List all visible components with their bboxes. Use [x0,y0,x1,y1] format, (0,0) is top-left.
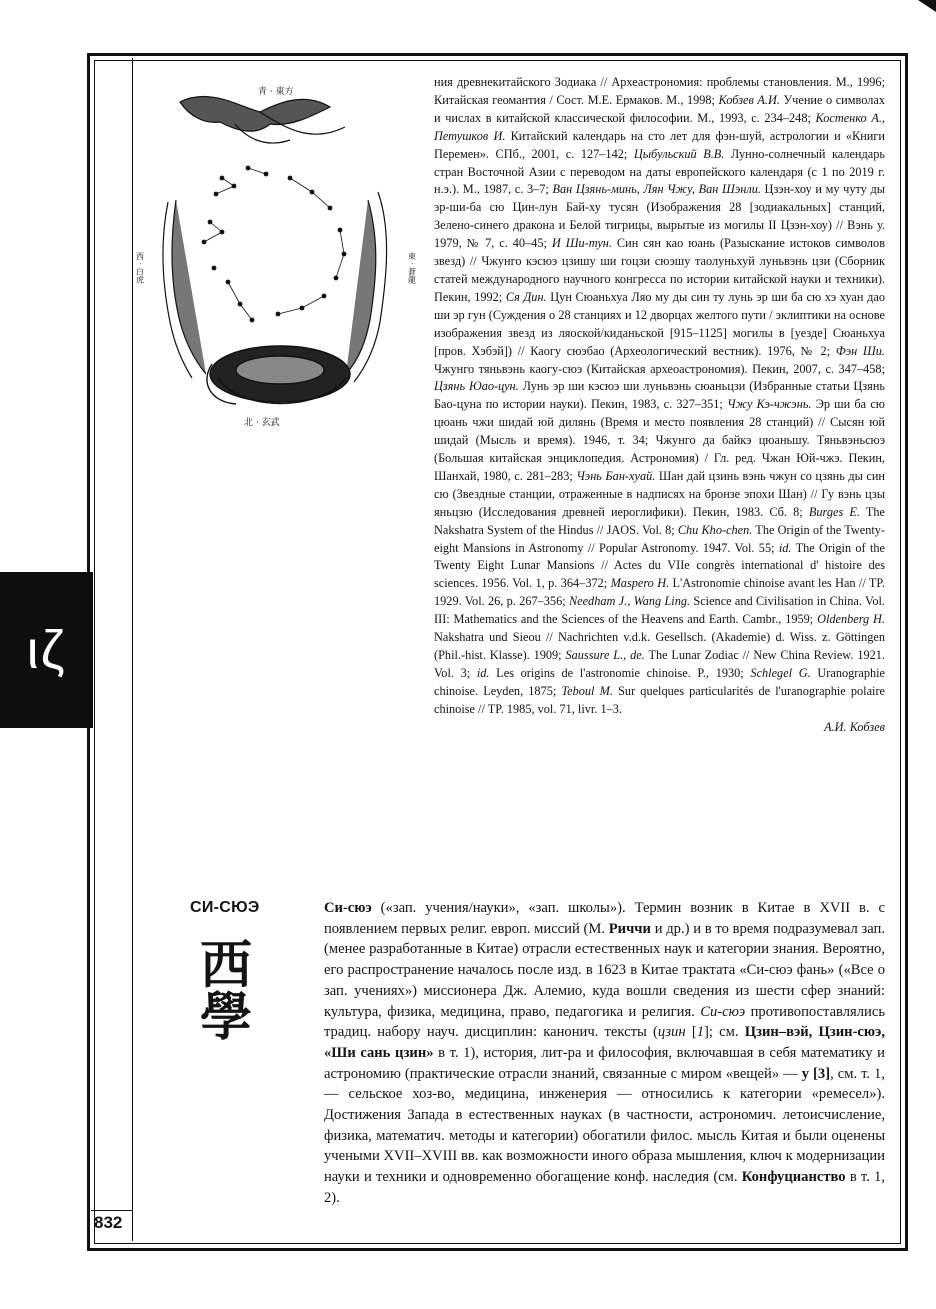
dragon-figure [346,192,387,382]
illustration-caption-bottom: 北 · 玄武 [244,418,280,428]
entry-headword: СИ-СЮЭ [190,899,260,916]
entry-hanzi-2: 學 [199,988,252,1048]
tiger-figure [163,200,206,378]
constellation-illustration [135,82,420,442]
illustration-caption-left: 西 · 白虎 [135,252,145,284]
entry-hanzi-1: 西 [199,936,252,996]
bibliography-continuation: ния древнекитайского Зодиака // Археастрономия: проблемы становления. М., 1996; Китайская геомантия / Сост. М.Е. Ермаков. М., 1998; Кобзев А.И. Учение о символах и числах в китайской классической философии. М., 1993, с. 234–248; Костенко А., Петушков И. Китайский календарь на сто лет для фэн-шуй, астрологии и «Книги Перемен». СПб., 2001, с. 127–142; Цыбульский В.В. Лунно-солнечный календарь стран Восточной Азии с переводом на даты европейского календаря (с 1 по 2019 г. н.э.). М., 1987, с. 3–7; Ван Цзянь-минь, Лян Чжу, Ван Шэнли. Цзэн-хоу и му чуту ды эр-ши-ба сю Цин-лун Бай-ху тусян (Изображения 28 [зодиакальных] станций, Зелено-синего дракона и Белой тигрицы, вырытые из могилы II Цзэн-хоу) // Вэнь у. 1979, № 7, с. 40–45; И Ши-тун. Син сян као юань (Разыскание истоков символов звезд) // Чжунго кэсюэ цзишу ши гоцзи сюэшу таолуньхуй луньвэнь цзи (Сборник статей международного научного конгресса по истории китайской науки и техники). Пекин, 1992; Ся Дин. Цун Сюаньхуа Ляо му ды син ту лунь эр ши ба сю хэ хуан дао ши эр гун (Суждения о 28 станциях и 12 дворцах желтого пути / эклиптики на основе изображения звезд из ляоской/киданьской [915–1125] могилы в [уезде] Сюаньхуа [пров. Хэбэй]) // Каогу сюэбао (Археологический вестник). 1976, № 2; Фэн Ши. Чжунго тяньвэнь каогу-сюэ (Китайская археоастрономия). Пекин, 2007, с. 347–458; Цзянь Юао-цун. Лунь эр ши кэсюэ ши луньвэнь сюаньцзи (Избранные статьи Цзянь Бао-цуна по истории науки). Пекин, 1983, с. 327–351; Чжу Кэ-чжэнь. Эр ши ба сю цюань чжи шидай юй дилянь (Время и место появления 28 станций) // Сысян юй шидай (Мысль и время). 1946, т. 34; Чжунго да байкэ цюаньшу. Тяньвэньсюэ (Большая китайская энциклопедия. Астрономия) / Гл. ред. Чжан Юй-чжэ. Пекин, Шанхай, 1980, с. 281–283; Чэнь Бан-хуай. Шан дай цзинь вэнь чжун со цзянь ды син сю (Звездные станции, отраженные в надписях на бронзе эпохи Шан) // Гу вэнь цзы яньцзю (Исследования древней иероглифики). Пекин, 1983. Сб. 8; Burges E. The Nakshatra System of the Hindus // JAOS. Vol. 8; Chu Kho-chen. The Origin of the Twenty-eight Mansions in Astronomy // Popular Astronomy. 1947. Vol. 55; id. The Origin of the Twenty Eight Lunar Mansions // Actes du VIIe congrès international d' histoire des sciences. 1956. Vol. 1, p. 364–372; Maspero H. L'Astronomie chinoise avant les Han // TP. 1929. Vol. 26, p. 267–356; Needham J., Wang Ling. Science and Civilisation in China. Vol. III: Mathematics and the Sciences of the Heavens and Earth. Cambr., 1959; Oldenberg H. Nakshatra und Sieou // Nachrichten v.d.k. Gesellsch. (Akademie) d. Wiss. z. Göttingen (Phil.-hist. Klasse). 1909; Saussure L., de. The Lunar Zodiac // New China Review. 1921. Vol. 3; id. Les origins de l'astronomie chinoise. P., 1930; Schlegel G. Uranographie chinoise. Leyden, 1875; Teboul M. Sur quelques particularités de l'uranographie polaire chinoise // TP. 1985, vol. 71, livr. 1–3. А.И. Кобзев [434,74,885,737]
page-number: 832 [94,1213,123,1232]
entry-body: Си-сюэ («зап. учения/науки», «зап. школы»). Термин возник в Китае в XVII в. с появлением первых религ. европ. миссий (М. Риччи и др.) и в то время подразумевал зап. (менее разработанные в Китае) отрасли естественных наук и категории знания. Вероятно, его распространение началось после изд. в 1623 в Китае трактата «Си-сюэ фань» («Все о зап. учениях») миссионера Дж. Алемио, куда вошли сведения из шести сфер знаний: культура, физика, медицина, право, педагогика и религия. Си-сюэ противопоставлялись традиц. набору науч. дисциплин: канонич. тексты (цзин [1]; см. Цзин–вэй, Цзин-сюэ, «Ши сань цзин» в т. 1), история, лит-ра и философия, включавшая в себя математику и астрономию (практические отрасли знаний, связанные с миром «вещей» — у [3], см. т. 1, — сельское хоз-во, медицина, инженерия — относились к категории «ремесел»). Достижения Запада в естественных науках (в частности, астрономич. летоисчисление, физика, математич. методы и категории) обогатили филос. мысль Китая и были оценены учеными XVII–XVIII вв. как возможности иного образа мышления, ключ к модернизации науки и техники и одновременно обогащение конф. наследия (см. Конфуцианство в т. 1, 2). [324,900,886,1206]
margin-column-rule [132,58,133,1241]
star-asterisms [202,166,346,322]
turtle-snake-figure [207,346,350,404]
illustration-caption-top: 青 · 東方 [258,87,294,97]
phoenix-figure [180,97,345,144]
illustration-caption-right: 東 · 蒼龍 [407,252,417,284]
page-number-rule [91,1210,133,1211]
corner-mark [918,0,936,12]
author-signature: А.И. Кобзев [824,719,885,734]
section-thumb-tab: ιζ [0,572,93,728]
